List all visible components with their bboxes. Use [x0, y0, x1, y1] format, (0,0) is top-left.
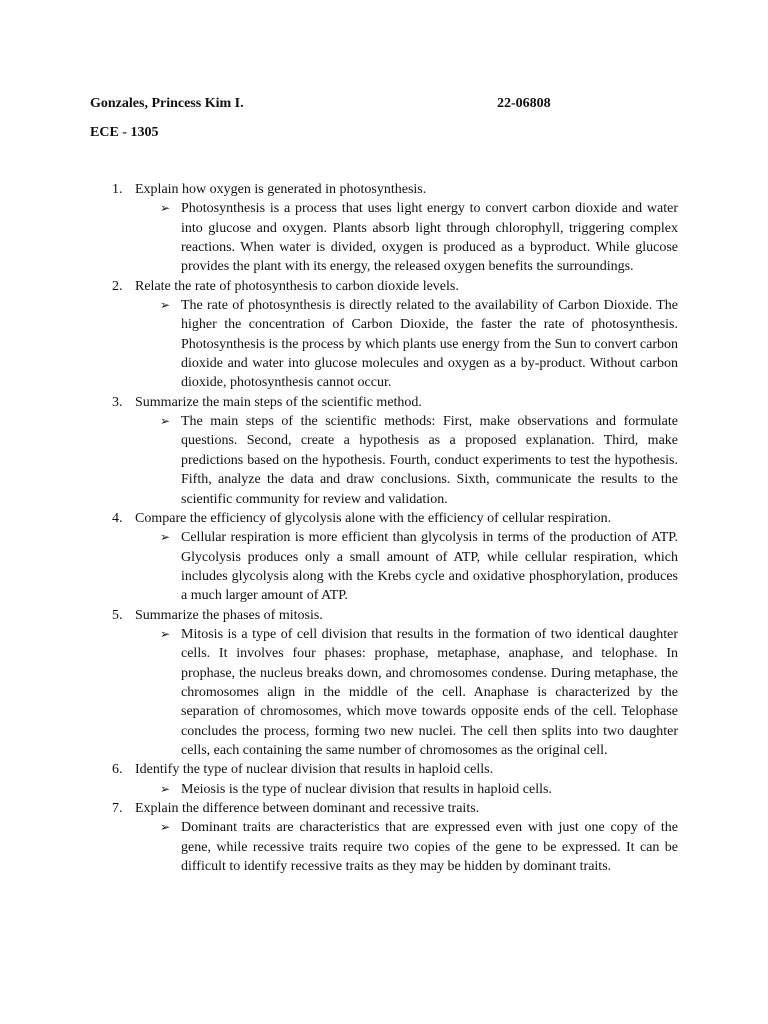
question-row: [0, 509, 768, 528]
answer-text: Mitosis is a type of cell division that results in the formation of two identical daughter cells. It involves four phases: prophase, metaphase, anaphase, and telophase. In prophase, the nucleus breaks down, and chromosomes condense. During metaphase, the chromosomes align in the middle of the cell. Anaphase is characterized by the separation of chromosomes, which move towards opposite ends of the cell. Telophase concludes the process, forming two new nuclei. The cell then splits into two daughter cells, each containing the same number of chromosomes as the original cell.: [181, 626, 678, 758]
question-row: [0, 606, 768, 625]
question-row: [0, 180, 768, 199]
question-number: 1.: [112, 182, 123, 197]
question-item: [0, 509, 768, 606]
question-number: 7.: [112, 801, 123, 816]
question-number: 2.: [112, 278, 123, 294]
answer-row: [0, 780, 768, 799]
answer-text: Meiosis is the type of nuclear division that results in haploid cells.: [181, 781, 552, 797]
arrow-bullet-icon: ➢: [160, 626, 171, 641]
course-code: ECE - 1305: [90, 125, 159, 140]
question-text: Compare the efficiency of glycolysis alone with the efficiency of cellular respiration.: [135, 510, 612, 526]
question-text: Summarize the main steps of the scientific method.: [135, 394, 422, 410]
answer-row: [0, 528, 768, 605]
answer-row: [0, 625, 768, 760]
question-text: Explain how oxygen is generated in photosynthesis.: [135, 182, 427, 197]
question-number: 4.: [112, 510, 123, 526]
answer-row: [0, 296, 768, 393]
question-row: [0, 393, 768, 412]
question-item: [0, 799, 768, 876]
question-row: [0, 277, 768, 296]
arrow-bullet-icon: ➢: [160, 298, 171, 313]
question-text: Relate the rate of photosynthesis to carbon dioxide levels.: [135, 278, 459, 294]
answer-text: The main steps of the scientific methods: First, make observations and formulate questions. Second, create a hypothesis as a proposed explanation. Third, make predictions based on the hypothesis. Fourth, conduct experiments to test the hypothesis. Fifth, analyze the data and draw conclusions. Sixth, communicate the results to the scientific community for review and validation.: [181, 414, 678, 507]
answer-text: Dominant traits are characteristics that are expressed even with just one copy of the gene, while recessive traits require two copies of the gene to be expressed. It can be difficult to identify recessive traits as they may be hidden by dominant traits.: [181, 820, 678, 875]
question-text: Identify the type of nuclear division that results in haploid cells.: [135, 762, 494, 778]
answer-text: Cellular respiration is more efficient than glycolysis in terms of the production of ATP. Glycolysis produces only a small amount of ATP, while cellular respiration, which includes glycolysis along with the Krebs cycle and oxidative phosphorylation, produces a much larger amount of ATP.: [181, 530, 678, 604]
student-id: 22-06808: [497, 96, 551, 111]
question-item: [0, 606, 768, 761]
question-number: 3.: [112, 394, 123, 410]
answer-row: [0, 412, 768, 509]
question-row: [0, 760, 768, 779]
arrow-bullet-icon: ➢: [160, 781, 171, 796]
arrow-bullet-icon: ➢: [160, 530, 171, 545]
student-name: Gonzales, Princess Kim I.: [90, 96, 244, 111]
question-item: [0, 760, 768, 799]
arrow-bullet-icon: ➢: [160, 201, 171, 216]
question-text: Summarize the phases of mitosis.: [135, 607, 323, 623]
question-number: 5.: [112, 607, 123, 623]
answer-row: [0, 199, 768, 276]
answer-text: The rate of photosynthesis is directly related to the availability of Carbon Dioxide. The higher the concentration of Carbon Dioxide, the faster the rate of photosynthesis. Photosynthesis is the process by which plants use energy from the Sun to convert carbon dioxide and water into glucose molecules and oxygen as a by-product. Without carbon dioxide, photosynthesis cannot occur.: [181, 298, 678, 391]
question-text: Explain the difference between dominant and recessive traits.: [135, 801, 480, 816]
arrow-bullet-icon: ➢: [160, 820, 171, 835]
arrow-bullet-icon: ➢: [160, 414, 171, 429]
question-item: [0, 180, 768, 277]
answer-row: [0, 818, 768, 876]
answer-text: Photosynthesis is a process that uses light energy to convert carbon dioxide and water into glucose and oxygen. Plants absorb light through chlorophyll, triggering complex reactions. When water is divided, oxygen is produced as a byproduct. While glucose provides the plant with its energy, the released oxygen benefits the surroundings.: [181, 201, 678, 275]
question-list: [0, 180, 768, 876]
question-number: 6.: [112, 762, 123, 778]
question-row: [0, 799, 768, 818]
question-item: [0, 277, 768, 393]
question-item: [0, 393, 768, 509]
